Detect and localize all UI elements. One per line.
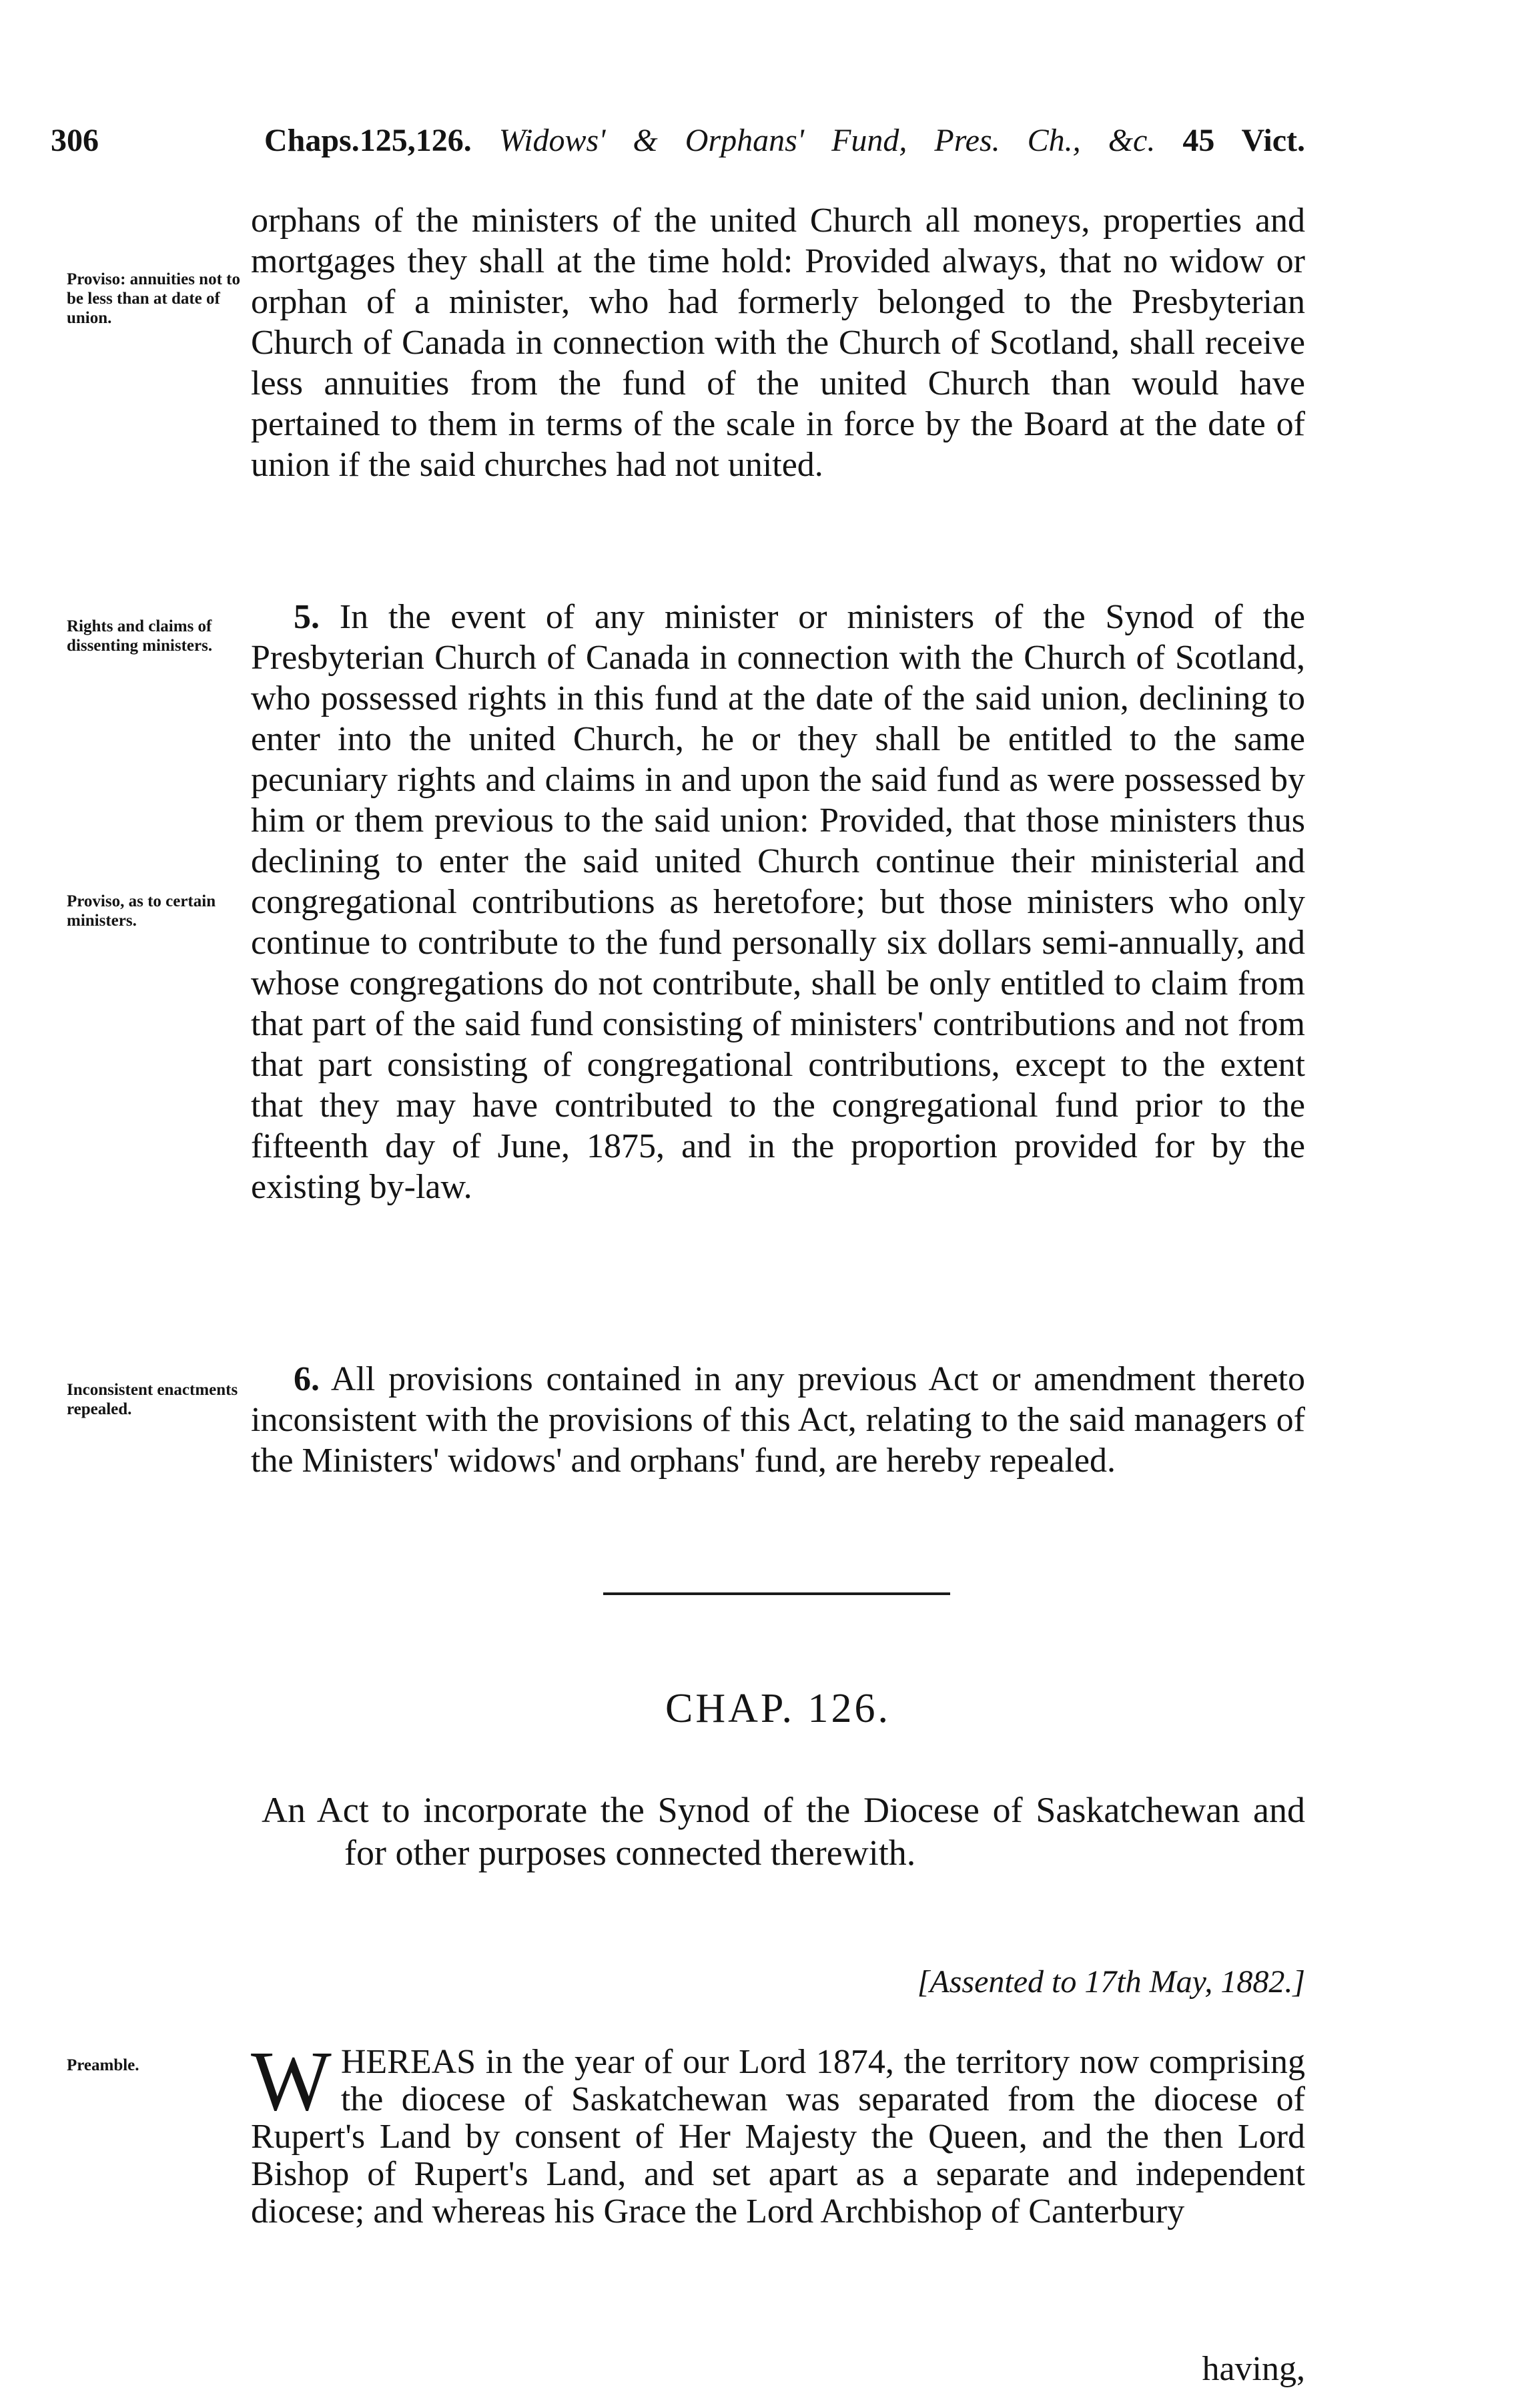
assent-text: [Assented to 17th May, 1882.] [917,1964,1305,2000]
margin-note-proviso-annuities: Proviso: annuities not to be less than at date of union. [67,270,240,327]
running-head-title [264,117,1305,164]
page-number: 306 [51,123,99,158]
assent-date [251,1962,1305,2002]
section-5-text: In the event of any minister or ministers of the Synod of the Presbyterian Church of Canada in connection with the Church of Scotland, who possessed rights in this fund at the date of the said union, declining to enter into the united Church, he or they shall be entitled to the same pecuniary rights and claims in and upon the said fund as were possessed by him or them previous to the said union: Provided, that those ministers thus declining to enter the said united Church continue their ministerial and congregational contributions as heretofore; but those ministers who only continue to contribute to the fund personally six dollars semi-annually, and whose congregations do not contribute, shall be only entitled to claim from that part of the said fund consisting of ministers' contributions and not from that part consisting of congregational contributions, except to the extent that they may have contributed to the congregational fund prior to the fifteenth day of June, 1875, and in the proportion provided for by the existing by-law. [251,598,1305,1206]
preamble-text [251,2034,1305,2230]
chapter-title: CHAP. 126. [665,1686,891,1731]
margin-note-inconsistent-enactments: Inconsistent enactments repealed. [67,1381,238,1418]
section-6-text: All provisions contained in any previous Act or amendment thereto inconsistent with the provisions of this Act, relating to the said managers of the Ministers' widows' and orphans' fund, are hereby repealed. [251,1360,1305,1480]
section-5 [251,597,1305,1207]
section-4-continuation: orphans of the ministers of the united Church all moneys, properties and mortgages they shall at the time hold: Provided always, that no widow or orphan of a minister, who had formerly belonged to the Presbyterian Church of Canada in connection with the Church of Scotland, shall receive less annuities from the fund of the united Church than would have pertained to them in terms of the scale in force by the Board at the date of union if the said churches had not united. [251,202,1305,484]
section-6 [251,1359,1305,1481]
running-head-subject: Widows' & Orphans' Fund, Pres. Ch., &c. [498,123,1156,158]
section-5-number: 5. [294,598,320,636]
drop-cap-letter: W [251,2034,332,2128]
section-6-number: 6. [294,1360,320,1398]
running-head [51,117,1305,164]
preamble-body: HEREAS in the year of our Lord 1874, the territory now comprising the diocese of Saskatchewan was separated from the diocese of Rupert's Land by consent of Her Majesty the Queen, and the then Lord Bishop of Rupert's Land, and set apart as a separate and independent diocese; and whereas his Grace the Lord Archbishop of Canterbury [251,2043,1305,2230]
margin-note-preamble: Preamble. [67,2056,139,2074]
running-head-chapters: Chaps.125,126. [264,123,472,158]
margin-note-proviso-certain-ministers: Proviso, as to certain ministers. [67,892,216,930]
margin-note-rights-claims: Rights and claims of dissenting ministers. [67,617,213,655]
act-title: An Act to incorporate the Synod of the Diocese of Saskatchewan and for other purposes connected therewith. [262,1790,1305,1873]
catchword: having, [1202,2350,1305,2388]
running-head-regnal: 45 Vict. [1182,123,1306,158]
section-divider [603,1592,950,1595]
